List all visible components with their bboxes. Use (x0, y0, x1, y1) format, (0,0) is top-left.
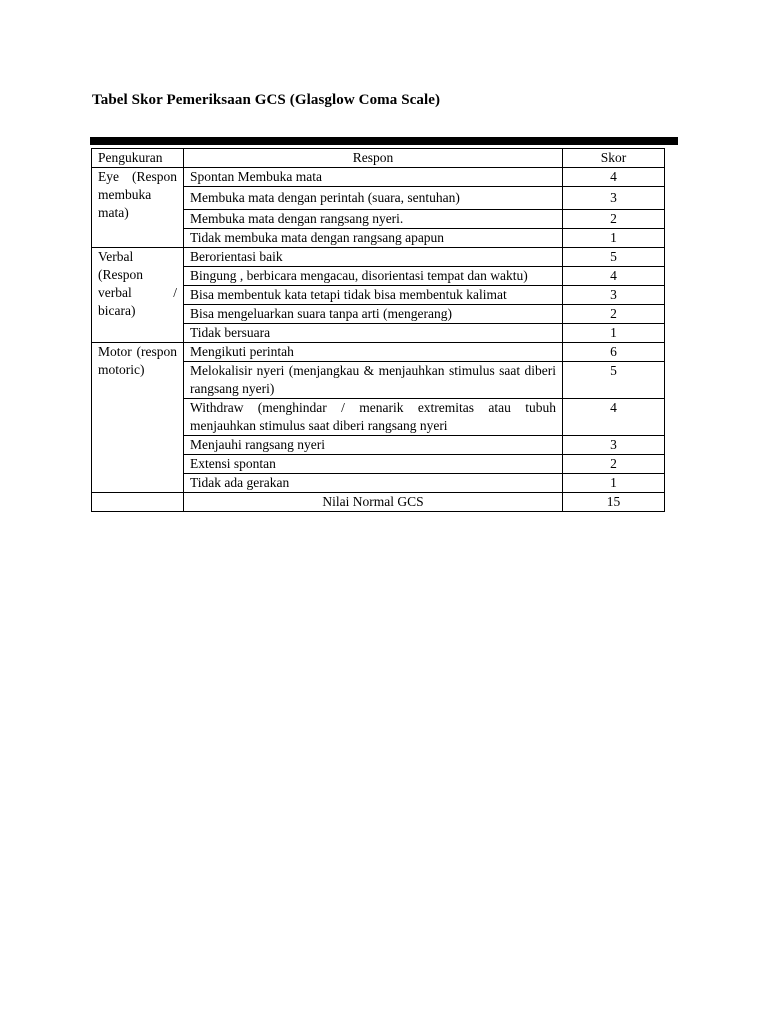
score-cell: 6 (563, 343, 665, 362)
header-measurement: Pengukuran (92, 149, 184, 168)
score-cell: 1 (563, 474, 665, 493)
normal-gcs-label: Nilai Normal GCS (184, 493, 563, 512)
measurement-verbal-line: Verbal (98, 249, 134, 264)
score-cell: 3 (563, 187, 665, 210)
score-cell: 4 (563, 168, 665, 187)
response-cell: Bisa membentuk kata tetapi tidak bisa membentuk kalimat (184, 286, 563, 305)
measurement-verbal-slash: / (173, 285, 177, 300)
measurement-verbal (92, 248, 184, 343)
measurement-motor: Motor (respon motoric) (92, 343, 184, 493)
table-row (92, 168, 665, 187)
score-cell: 2 (563, 210, 665, 229)
measurement-eye: Eye (Respon membuka mata) (92, 168, 184, 248)
table-row (92, 343, 665, 362)
normal-gcs-score: 15 (563, 493, 665, 512)
score-cell: 2 (563, 455, 665, 474)
response-cell: Tidak membuka mata dengan rangsang apapun (184, 229, 563, 248)
gcs-score-table (91, 148, 665, 512)
score-cell: 5 (563, 362, 665, 399)
response-cell: Melokalisir nyeri (menjangkau & menjauhkan stimulus saat diberi rangsang nyeri) (184, 362, 563, 399)
footer-blank-cell (92, 493, 184, 512)
score-cell: 1 (563, 324, 665, 343)
title-rule (90, 137, 678, 145)
score-cell: 2 (563, 305, 665, 324)
response-cell: Bisa mengeluarkan suara tanpa arti (mengerang) (184, 305, 563, 324)
table-footer-row (92, 493, 665, 512)
measurement-verbal-line (98, 284, 177, 302)
score-cell: 3 (563, 286, 665, 305)
response-cell: Berorientasi baik (184, 248, 563, 267)
score-cell: 3 (563, 436, 665, 455)
score-cell: 1 (563, 229, 665, 248)
measurement-verbal-word: verbal (98, 285, 132, 300)
measurement-verbal-line: bicara) (98, 303, 136, 318)
score-cell: 4 (563, 399, 665, 436)
response-cell: Menjauhi rangsang nyeri (184, 436, 563, 455)
score-cell: 4 (563, 267, 665, 286)
response-cell: Extensi spontan (184, 455, 563, 474)
header-score: Skor (563, 149, 665, 168)
header-response: Respon (184, 149, 563, 168)
response-cell: Tidak bersuara (184, 324, 563, 343)
table-row (92, 248, 665, 267)
response-cell: Membuka mata dengan rangsang nyeri. (184, 210, 563, 229)
response-cell: Withdraw (menghindar / menarik extremitas atau tubuh menjauhkan stimulus saat diberi rangsang nyeri (184, 399, 563, 436)
score-cell: 5 (563, 248, 665, 267)
response-cell: Membuka mata dengan perintah (suara, sentuhan) (184, 187, 563, 210)
response-cell: Bingung , berbicara mengacau, disorientasi tempat dan waktu) (184, 267, 563, 286)
measurement-verbal-line: (Respon (98, 267, 143, 282)
response-cell: Spontan Membuka mata (184, 168, 563, 187)
table-header-row (92, 149, 665, 168)
response-cell: Mengikuti perintah (184, 343, 563, 362)
response-cell: Tidak ada gerakan (184, 474, 563, 493)
document-title: Tabel Skor Pemeriksaan GCS (Glasglow Coma Scale) (92, 92, 441, 108)
